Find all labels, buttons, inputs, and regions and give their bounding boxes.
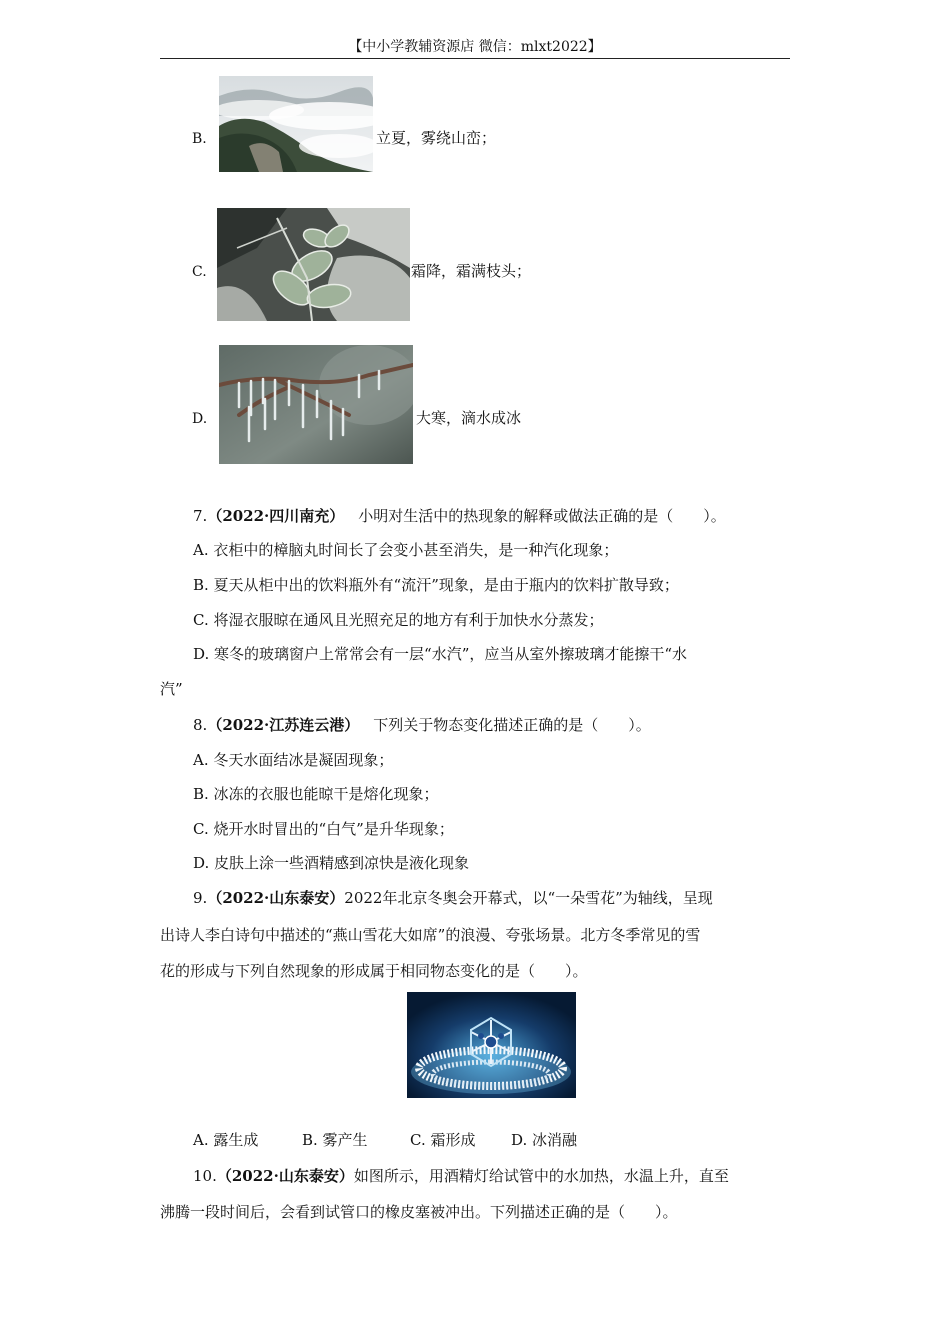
q9-number: 9. bbox=[193, 889, 208, 907]
q7-option-c: C. 将湿衣服晾在通风且光照充足的地方有利于加快水分蒸发； bbox=[193, 611, 604, 629]
q7-option-b: B. 夏天从柜中出的饮料瓶外有“流汗”现象，是由于瓶内的饮料扩散导致； bbox=[193, 576, 679, 594]
q8-number: 8. bbox=[193, 716, 208, 734]
q7-source: （2022·四川南充） bbox=[207, 507, 345, 525]
q10-text-1: 如图所示，用酒精灯给试管中的水加热，水温上升，直至 bbox=[353, 1167, 729, 1185]
q7-number: 7. bbox=[193, 507, 208, 525]
q9-text-1: 2022年北京冬奥会开幕式，以“一朵雪花”为轴线，呈现 bbox=[344, 889, 713, 907]
frost-leaves-photo-icon bbox=[217, 208, 410, 321]
icicles-branch-photo-icon bbox=[219, 345, 413, 464]
q9-choice-c: C. 霜形成 bbox=[410, 1131, 476, 1149]
mist-mountain-photo-icon bbox=[219, 76, 373, 172]
option-d-caption: 大寒，滴水成冰 bbox=[416, 409, 522, 427]
option-b-caption: 立夏，雾绕山峦； bbox=[376, 129, 497, 147]
q9-choice-b: B. 雾产生 bbox=[302, 1131, 368, 1149]
question-8-stem bbox=[193, 714, 651, 736]
question-9-line3: 花的形成与下列自然现象的形成属于相同物态变化的是（ ）。 bbox=[160, 962, 588, 980]
q10-source: （2022·山东泰安） bbox=[216, 1167, 354, 1185]
question-10-line2: 沸腾一段时间后，会看到试管口的橡皮塞被冲出。下列描述正确的是（ ）。 bbox=[160, 1203, 678, 1221]
q10-number: 10. bbox=[193, 1167, 217, 1185]
question-10-line1 bbox=[193, 1165, 729, 1187]
option-c-label: C. bbox=[192, 264, 207, 280]
q9-choice-d: D. 冰消融 bbox=[511, 1131, 578, 1149]
option-d-label: D. bbox=[192, 411, 208, 427]
q7-text: 小明对生活中的热现象的解释或做法正确的是（ ）。 bbox=[358, 507, 726, 525]
q7-option-d: D. 寒冬的玻璃窗户上常常会有一层“水汽”，应当从室外擦玻璃才能擦干“水 bbox=[193, 645, 688, 663]
question-7-stem bbox=[193, 505, 726, 527]
q8-text: 下列关于物态变化描述正确的是（ ）。 bbox=[373, 716, 651, 734]
q9-source: （2022·山东泰安） bbox=[207, 889, 345, 907]
q7-option-d-continued: 汽” bbox=[160, 680, 183, 698]
q8-option-a: A. 冬天水面结冰是凝固现象； bbox=[193, 751, 394, 769]
question-9-line2: 出诗人李白诗句中描述的“燕山雪花大如席”的浪漫、夸张场景。北方冬季常见的雪 bbox=[160, 926, 701, 944]
header-rule bbox=[160, 58, 790, 59]
page-header: 【中小学教辅资源店 微信：mlxt2022】 bbox=[348, 39, 602, 55]
q8-option-b: B. 冰冻的衣服也能晾干是熔化现象； bbox=[193, 785, 439, 803]
q8-source: （2022·江苏连云港） bbox=[207, 716, 360, 734]
question-9-line1 bbox=[193, 887, 713, 909]
q8-option-c: C. 烧开水时冒出的“白气”是升华现象； bbox=[193, 820, 454, 838]
q7-option-a: A. 衣柜中的樟脑丸时间长了会变小甚至消失，是一种汽化现象； bbox=[193, 541, 619, 559]
q9-choice-a: A. 露生成 bbox=[193, 1131, 259, 1149]
option-c-caption: 霜降，霜满枝头； bbox=[411, 262, 532, 280]
q8-option-d: D. 皮肤上涂一些酒精感到凉快是液化现象 bbox=[193, 854, 470, 872]
olympic-snowflake-photo-icon bbox=[407, 992, 576, 1098]
option-b-label: B. bbox=[192, 131, 207, 147]
